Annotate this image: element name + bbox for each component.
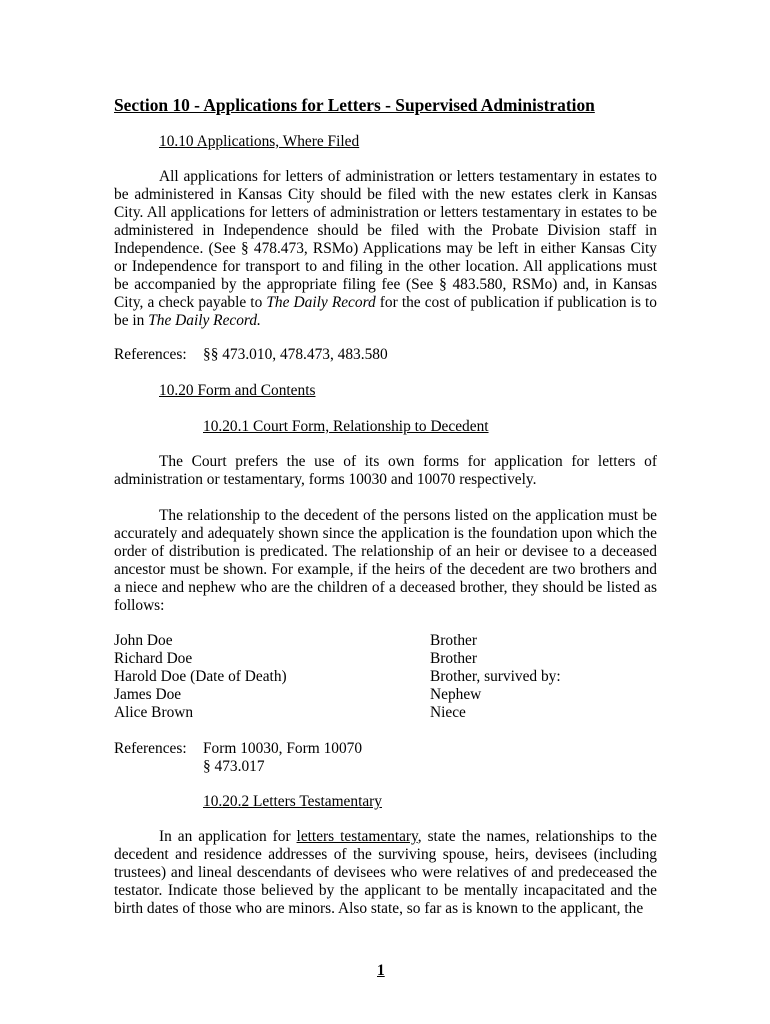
heir-name: Richard Doe [114,650,193,667]
heir-name: Harold Doe (Date of Death) [114,668,287,685]
paragraph-text: In an application for [159,828,297,845]
paragraph-text: The Court prefers the use of its own forms for application for letters of administration or testamentary, forms 10030 and 10070 respectively. [114,453,657,488]
publication-name: The Daily Record [266,294,376,311]
references-value: §§ 473.010, 478.473, 483.580 [203,346,388,363]
underlined-term: letters testamentary [296,828,418,845]
heir-relation: Brother [430,632,478,649]
paragraph-text: , state the names, relationships to the decedent and residence addresses of the surviving spouse, heirs, devisees (including trustees) and lineal descendants of devisees who were relatives of and predeceased the testator. Indicate those believed by the applicant to be mentally incapacitated and the birth dates of those who are minors. Also state, so far as is known to the applicant, the [114,828,657,917]
example-heir-list [114,632,657,722]
paragraph-text: for the cost of publication if publication is to be in [114,294,657,329]
paragraph-text: The relationship to the decedent of the persons listed on the application must be accurately and adequately shown since the application is the foundation upon which the order of distribution is predicated. The relationship of an heir or devisee to a deceased ancestor must be shown. For example, if the heirs of the decedent are two brothers and a niece and nephew who are the children of a deceased brother, they should be listed as follows: [114,507,657,614]
list-item [114,632,657,650]
heading-10-20: 10.20 Form and Contents [159,382,316,399]
paragraph-relationship [114,507,657,615]
list-item [114,704,657,722]
list-item [114,650,657,668]
heir-relation: Niece [430,704,466,721]
heir-relation: Brother, survived by: [430,668,561,685]
heading-10-20-1: 10.20.1 Court Form, Relationship to Decedent [203,418,489,435]
references-label: References: [114,740,187,757]
heir-name: James Doe [114,686,182,703]
references-label: References: [114,346,187,363]
page-number: 1 [377,962,385,979]
references-value: § 473.017 [203,758,265,775]
heading-10-10: 10.10 Applications, Where Filed [159,133,360,150]
references-value: Form 10030, Form 10070 [203,740,363,757]
list-item [114,668,657,686]
paragraph-where-filed [114,168,657,330]
list-item [114,686,657,704]
heading-10-20-2: 10.20.2 Letters Testamentary [203,793,382,810]
section-title: Section 10 - Applications for Letters - Supervised Administration [114,95,595,115]
heir-relation: Nephew [430,686,482,703]
paragraph-letters-testamentary [114,828,657,918]
publication-name: The Daily Record. [148,312,261,329]
paragraph-text: All applications for letters of administration or letters testamentary in estates to be administered in Kansas City should be filed with the new estates clerk in Kansas City. All applications for letters of administration or letters testamentary in estates to be administered in Independence should be filed with the Probate Division staff in Independence. (See § 478.473, RSMo) Applications may be left in either Kansas City or Independence for transport to and filing in the other location. All applications must be accompanied by the appropriate filing fee (See § 483.580, RSMo) and, in Kansas City, a check payable to [114,168,657,311]
heir-relation: Brother [430,650,478,667]
heir-name: Alice Brown [114,704,194,721]
heir-name: John Doe [114,632,173,649]
paragraph-court-form [114,453,657,489]
